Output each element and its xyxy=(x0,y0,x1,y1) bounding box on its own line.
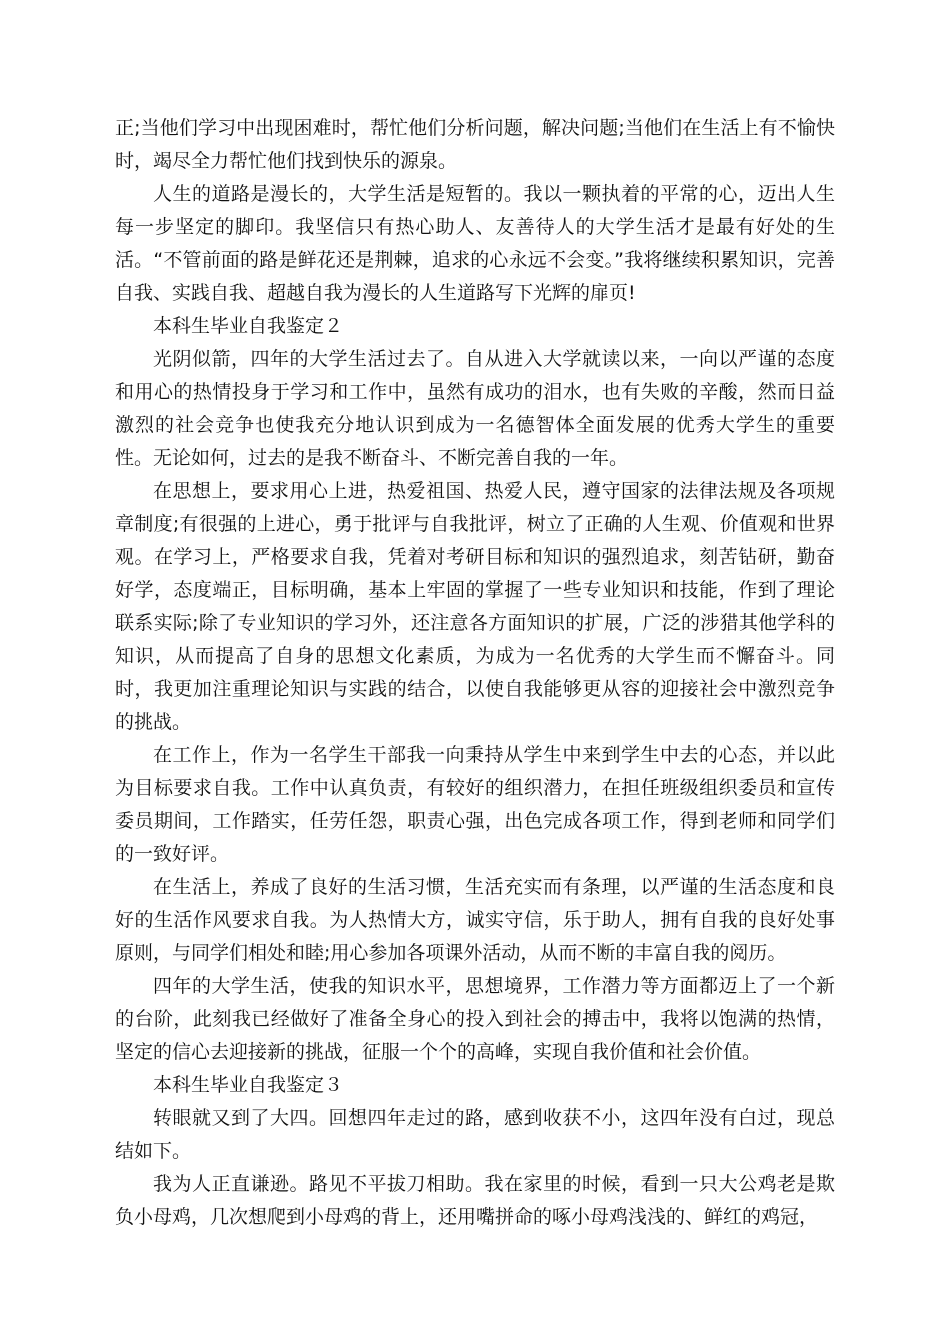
paragraph: 光阴似箭，四年的大学生活过去了。自从进入大学就读以来，一向以严谨的态度和用心的热情投身于学习和工作中，虽然有成功的泪水，也有失败的辛酸，然而日益激烈的社会竞争也使我充分地认识到成为一名德智体全面发展的优秀大学生的重要性。无论如何，过去的是我不断奋斗、不断完善自我的一年。 xyxy=(115,348,835,469)
section-heading-2: 本科生毕业自我鉴定２ xyxy=(153,315,344,337)
paragraph: 人生的道路是漫长的，大学生活是短暂的。我以一颗执着的平常的心，迈出人生每一步坚定的脚印。我坚信只有热心助人、友善待人的大学生活才是最有好处的生活。“不管前面的路是鲜花还是荆棘，追求的心永远不会变。”我将继续积累知识，完善自我、实践自我、超越自我为漫长的人生道路写下光辉的扉页! xyxy=(115,183,835,304)
paragraph-continuation: 正;当他们学习中出现困难时，帮忙他们分析问题，解决问题;当他们在生活上有不愉快时，竭尽全力帮忙他们找到快乐的源泉。 xyxy=(115,117,835,172)
paragraph: 在工作上，作为一名学生干部我一向秉持从学生中来到学生中去的心态，并以此为目标要求自我。工作中认真负责，有较好的组织潜力，在担任班级组织委员和宣传委员期间，工作踏实，任劳任怨，职责心强，出色完成各项工作，得到老师和同学们的一致好评。 xyxy=(115,744,835,865)
section-heading-3: 本科生毕业自我鉴定３ xyxy=(153,1074,344,1096)
document-body xyxy=(115,112,835,1234)
paragraph: 转眼就又到了大四。回想四年走过的路，感到收获不小，这四年没有白过，现总结如下。 xyxy=(115,1107,835,1162)
paragraph: 我为人正直谦逊。路见不平拔刀相助。我在家里的时候，看到一只大公鸡老是欺负小母鸡，几次想爬到小母鸡的背上，还用嘴拼命的啄小母鸡浅浅的、鲜红的鸡冠， xyxy=(115,1173,835,1228)
paragraph: 在思想上，要求用心上进，热爱祖国、热爱人民，遵守国家的法律法规及各项规章制度;有很强的上进心，勇于批评与自我批评，树立了正确的人生观、价值观和世界观。在学习上，严格要求自我，凭着对考研目标和知识的强烈追求，刻苦钻研，勤奋好学，态度端正，目标明确，基本上牢固的掌握了一些专业知识和技能，作到了理论联系实际;除了专业知识的学习外，还注意各方面知识的扩展，广泛的涉猎其他学科的知识，从而提高了自身的思想文化素质，为成为一名优秀的大学生而不懈奋斗。同时，我更加注重理论知识与实践的结合，以使自我能够更从容的迎接社会中激烈竞争的挑战。 xyxy=(115,480,835,733)
paragraph: 在生活上，养成了良好的生活习惯，生活充实而有条理，以严谨的生活态度和良好的生活作风要求自我。为人热情大方，诚实守信，乐于助人，拥有自我的良好处事原则，与同学们相处和睦;用心参加各项课外活动，从而不断的丰富自我的阅历。 xyxy=(115,876,835,964)
paragraph: 四年的大学生活，使我的知识水平，思想境界，工作潜力等方面都迈上了一个新的台阶，此刻我已经做好了准备全身心的投入到社会的搏击中，我将以饱满的热情，坚定的信心去迎接新的挑战，征服一个个的高峰，实现自我价值和社会价值。 xyxy=(115,975,835,1063)
